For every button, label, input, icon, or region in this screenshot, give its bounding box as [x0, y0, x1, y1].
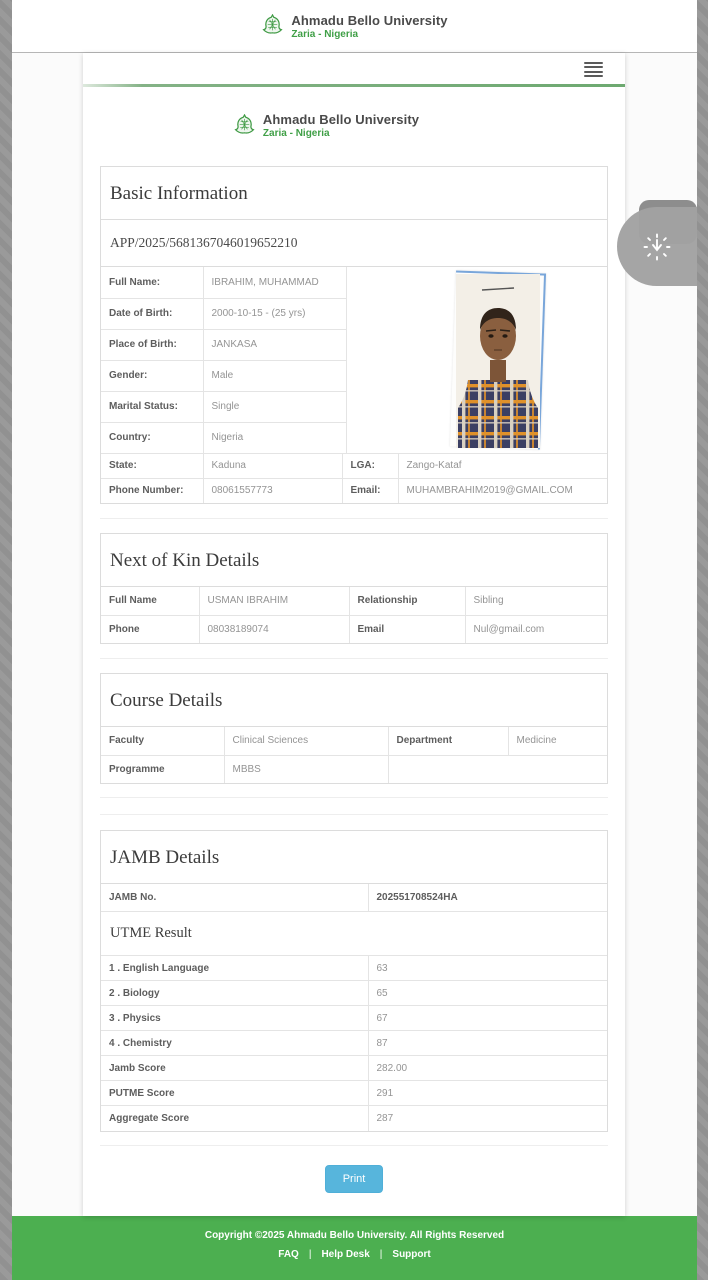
print-button[interactable]: Print — [325, 1165, 384, 1193]
section-title: Course Details — [101, 674, 607, 727]
field-value: MBBS — [224, 755, 388, 783]
table-row — [101, 615, 607, 643]
browser-page — [12, 0, 697, 1280]
subject-score: 87 — [368, 1031, 607, 1056]
field-label: Email: — [342, 478, 398, 503]
field-label: LGA: — [342, 453, 398, 478]
basic-info-table-2 — [101, 453, 607, 504]
passport-photo — [456, 274, 540, 448]
field-value: 2000-10-15 - (25 yrs) — [203, 298, 346, 329]
divider — [100, 518, 608, 519]
footer-link-helpdesk[interactable]: Help Desk — [321, 1249, 370, 1260]
divider — [100, 1145, 608, 1146]
table-row — [101, 1106, 607, 1131]
field-label: Relationship — [349, 587, 465, 615]
field-label: Faculty — [101, 727, 224, 755]
table-row — [101, 755, 607, 783]
field-value: Kaduna — [203, 453, 342, 478]
course-table — [101, 727, 607, 783]
brand-text — [263, 112, 419, 139]
field-label: Full Name — [101, 587, 199, 615]
field-value: Male — [203, 360, 346, 391]
footer-link-faq[interactable]: FAQ — [278, 1249, 299, 1260]
table-row — [101, 587, 607, 615]
score-label: Jamb Score — [101, 1056, 368, 1081]
field-label: Date of Birth: — [101, 298, 203, 329]
site-header — [12, 0, 697, 53]
field-value: Single — [203, 391, 346, 422]
empty-cell — [388, 755, 607, 783]
score-value: 287 — [368, 1106, 607, 1131]
abu-logo-icon — [233, 114, 256, 138]
course-details-section — [100, 673, 608, 784]
field-value: Zango-Kataf — [398, 453, 607, 478]
brand-outer — [261, 13, 447, 40]
field-value: Nigeria — [203, 422, 346, 453]
field-value: IBRAHIM, MUHAMMAD — [203, 267, 346, 298]
field-value: 08061557773 — [203, 478, 342, 503]
table-row — [101, 1056, 607, 1081]
table-row — [101, 1006, 607, 1031]
menu-hamburger-icon[interactable] — [584, 62, 603, 77]
field-label: Full Name: — [101, 267, 203, 298]
divider — [100, 814, 608, 815]
subject-score: 63 — [368, 956, 607, 981]
university-name: Ahmadu Bello University — [262, 112, 420, 127]
field-label: Marital Status: — [101, 391, 203, 422]
basic-info-table — [101, 267, 607, 454]
field-label: Phone — [101, 615, 199, 643]
field-label: State: — [101, 453, 203, 478]
field-label: JAMB No. — [101, 884, 368, 911]
university-name: Ahmadu Bello University — [291, 12, 448, 28]
score-label: PUTME Score — [101, 1081, 368, 1106]
scroll-capture-icon — [641, 231, 673, 263]
table-row — [101, 1081, 607, 1106]
next-of-kin-section — [100, 533, 608, 644]
field-value: JANKASA — [203, 329, 346, 360]
page-background — [12, 53, 697, 1216]
field-value: Sibling — [465, 587, 607, 615]
card-body — [83, 112, 625, 1193]
university-location: Zaria - Nigeria — [291, 28, 359, 40]
card-navbar — [83, 53, 625, 87]
field-value: 202551708524HA — [368, 884, 607, 911]
field-label: Country: — [101, 422, 203, 453]
jamb-details-section — [100, 830, 608, 1132]
table-row — [101, 956, 607, 981]
section-title: Next of Kin Details — [101, 534, 607, 587]
table-row — [101, 884, 607, 911]
score-value: 282.00 — [368, 1056, 607, 1081]
subject-label: 4 . Chemistry — [101, 1031, 368, 1056]
subject-label: 1 . English Language — [101, 956, 368, 981]
field-label: Place of Birth: — [101, 329, 203, 360]
table-row — [101, 727, 607, 755]
copyright-text: Copyright ©2025 Ahmadu Bello University. All Rights Reserved — [204, 1230, 505, 1241]
application-card — [83, 53, 625, 1216]
field-label: Gender: — [101, 360, 203, 391]
subject-score: 65 — [368, 981, 607, 1006]
footer-link-support[interactable]: Support — [392, 1249, 431, 1260]
capture-button[interactable] — [617, 207, 697, 286]
next-of-kin-table — [101, 587, 607, 643]
divider — [100, 797, 608, 798]
field-value: MUHAMBRAHIM2019@GMAIL.COM — [398, 478, 607, 503]
floating-capture-widget — [609, 200, 697, 286]
field-value: Nul@gmail.com — [465, 615, 607, 643]
divider — [100, 658, 608, 659]
subject-label: 2 . Biology — [101, 981, 368, 1006]
brand-inner — [233, 112, 419, 139]
subject-label: 3 . Physics — [101, 1006, 368, 1031]
field-label: Phone Number: — [101, 478, 203, 503]
utme-result-title: UTME Result — [101, 911, 607, 955]
table-row — [101, 1031, 607, 1056]
section-title: JAMB Details — [101, 831, 607, 884]
table-row — [101, 267, 607, 298]
jamb-no-table — [101, 884, 607, 911]
field-label: Programme — [101, 755, 224, 783]
basic-information-section — [100, 166, 608, 504]
university-location: Zaria - Nigeria — [262, 128, 330, 139]
score-value: 291 — [368, 1081, 607, 1106]
utme-result-table — [101, 955, 607, 1131]
footer-links — [12, 1249, 697, 1260]
field-value: Medicine — [508, 727, 607, 755]
applicant-photo — [451, 271, 547, 451]
abu-logo-icon — [261, 14, 284, 38]
field-label: Email — [349, 615, 465, 643]
field-value: 08038189074 — [199, 615, 349, 643]
field-value: USMAN IBRAHIM — [199, 587, 349, 615]
score-label: Aggregate Score — [101, 1106, 368, 1131]
photo-cell — [346, 267, 607, 453]
table-row — [101, 478, 607, 503]
print-row — [100, 1165, 608, 1193]
application-number: APP/2025/5681367046019652210 — [101, 220, 607, 267]
field-label: Department — [388, 727, 508, 755]
table-row — [101, 453, 607, 478]
site-footer — [12, 1216, 697, 1280]
field-value: Clinical Sciences — [224, 727, 388, 755]
table-row — [101, 981, 607, 1006]
subject-score: 67 — [368, 1006, 607, 1031]
link-separator: | — [308, 1249, 312, 1260]
link-separator: | — [379, 1249, 383, 1260]
brand-text — [291, 13, 447, 40]
section-title: Basic Information — [101, 167, 607, 220]
